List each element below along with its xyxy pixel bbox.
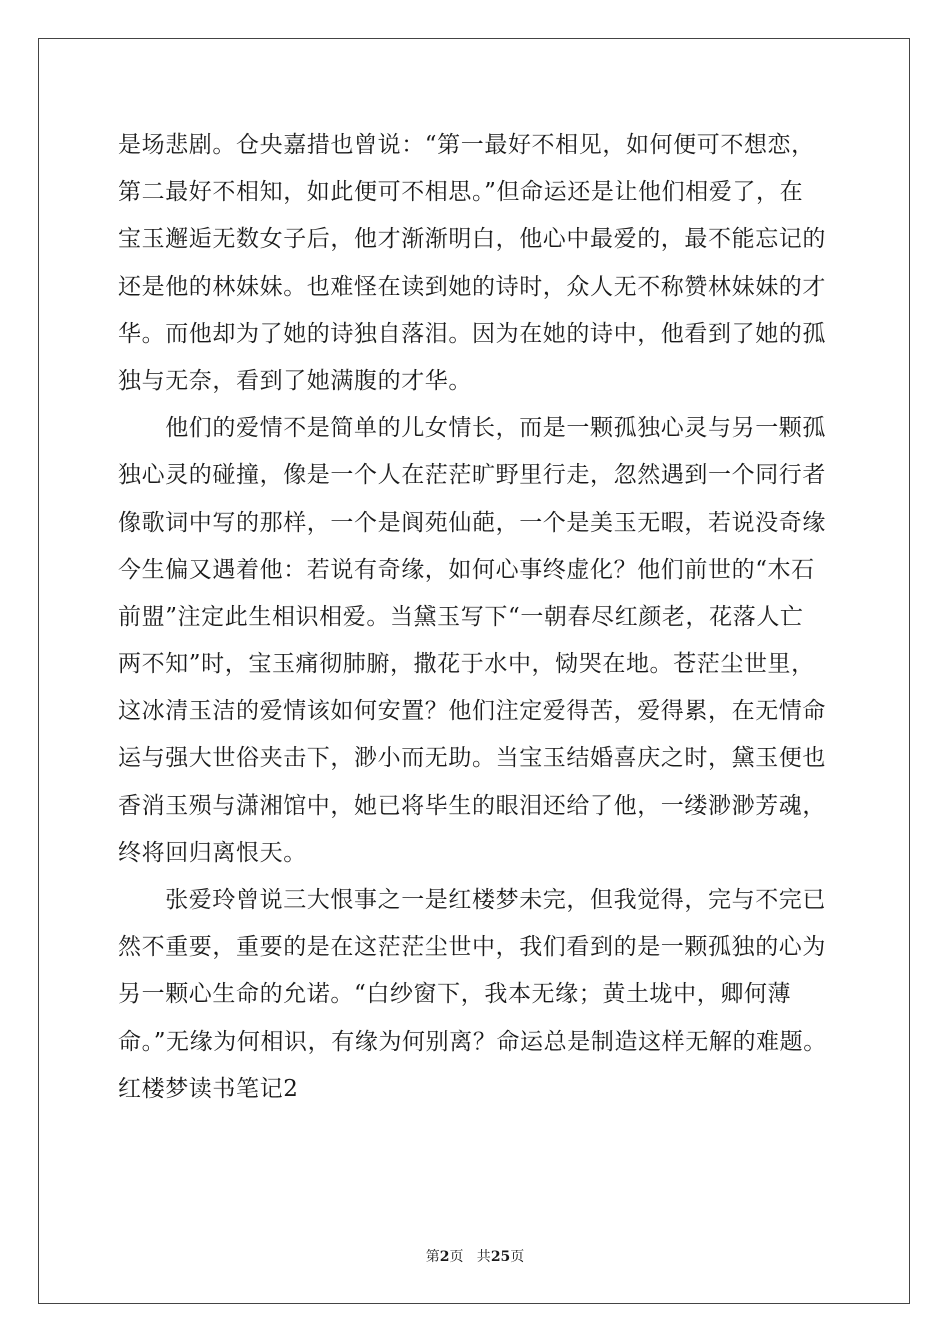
text-line: 终将回归离恨天。	[118, 839, 307, 866]
text-line: 他们的爱情不是简单的儿女情长，而是一颗孤独心灵与另一颗孤	[118, 415, 826, 442]
text-line: 另一颗心生命的允诺。“白纱窗下，我本无缘；黄土垅中，卿何薄	[118, 981, 792, 1008]
body-text	[118, 122, 848, 1113]
text-line: 香消玉殒与潇湘馆中，她已将毕生的眼泪还给了他，一缕渺渺芳魂，	[118, 792, 826, 819]
footer-total-pages: 25	[490, 1249, 511, 1265]
text-line: 宝玉邂逅无数女子后，他才渐渐明白，他心中最爱的，最不能忘记的	[118, 226, 826, 253]
text-line: 第二最好不相知，如此便可不相思。”但命运还是让他们相爱了，在	[118, 179, 804, 206]
text-line: 张爱玲曾说三大恨事之一是红楼梦未完，但我觉得，完与不完已	[118, 887, 826, 913]
footer-prefix: 第	[425, 1249, 440, 1265]
text-line: 运与强大世俗夹击下，渺小而无助。当宝玉结婚喜庆之时，黛玉便也	[118, 745, 826, 772]
text-line: 命。”无缘为何相识，有缘为何别离？命运总是制造这样无解的难题。	[118, 1028, 827, 1055]
text-line: 然不重要，重要的是在这茫茫尘世中，我们看到的是一颗孤独的心为	[118, 934, 826, 961]
text-line: 前盟”注定此生相识相爱。当黛玉写下“一朝春尽红颜老，花落人亡	[118, 603, 804, 630]
text-line: 红楼梦读书笔记2	[118, 1075, 299, 1102]
page-footer	[0, 1246, 950, 1266]
text-line: 还是他的林妹妹。也难怪在读到她的诗时，众人无不称赞林妹妹的才	[118, 273, 826, 300]
footer-suffix: 页	[510, 1249, 525, 1265]
text-line: 独心灵的碰撞，像是一个人在茫茫旷野里行走，忽然遇到一个同行者	[118, 462, 826, 489]
text-line: 独与无奈，看到了她满腹的才华。	[118, 367, 472, 394]
text-line: 像歌词中写的那样，一个是阆苑仙葩，一个是美玉无暇，若说没奇缘	[118, 509, 826, 536]
text-line: 这冰清玉洁的爱情该如何安置？他们注定爱得苦，爱得累，在无情命	[118, 698, 826, 725]
text-line: 今生偏又遇着他：若说有奇缘，如何心事终虚化？他们前世的“木石	[118, 556, 815, 583]
text-line: 两不知”时，宝玉痛彻肺腑，撒花于水中，恸哭在地。苍茫尘世里，	[118, 651, 815, 678]
text-line: 华。而他却为了她的诗独自落泪。因为在她的诗中，他看到了她的孤	[118, 320, 826, 347]
footer-middle: 页 共	[449, 1249, 491, 1265]
text-line: 是场悲剧。仓央嘉措也曾说：“第一最好不相见，如何便可不想恋，	[118, 132, 815, 158]
footer-current-page: 2	[439, 1249, 450, 1265]
